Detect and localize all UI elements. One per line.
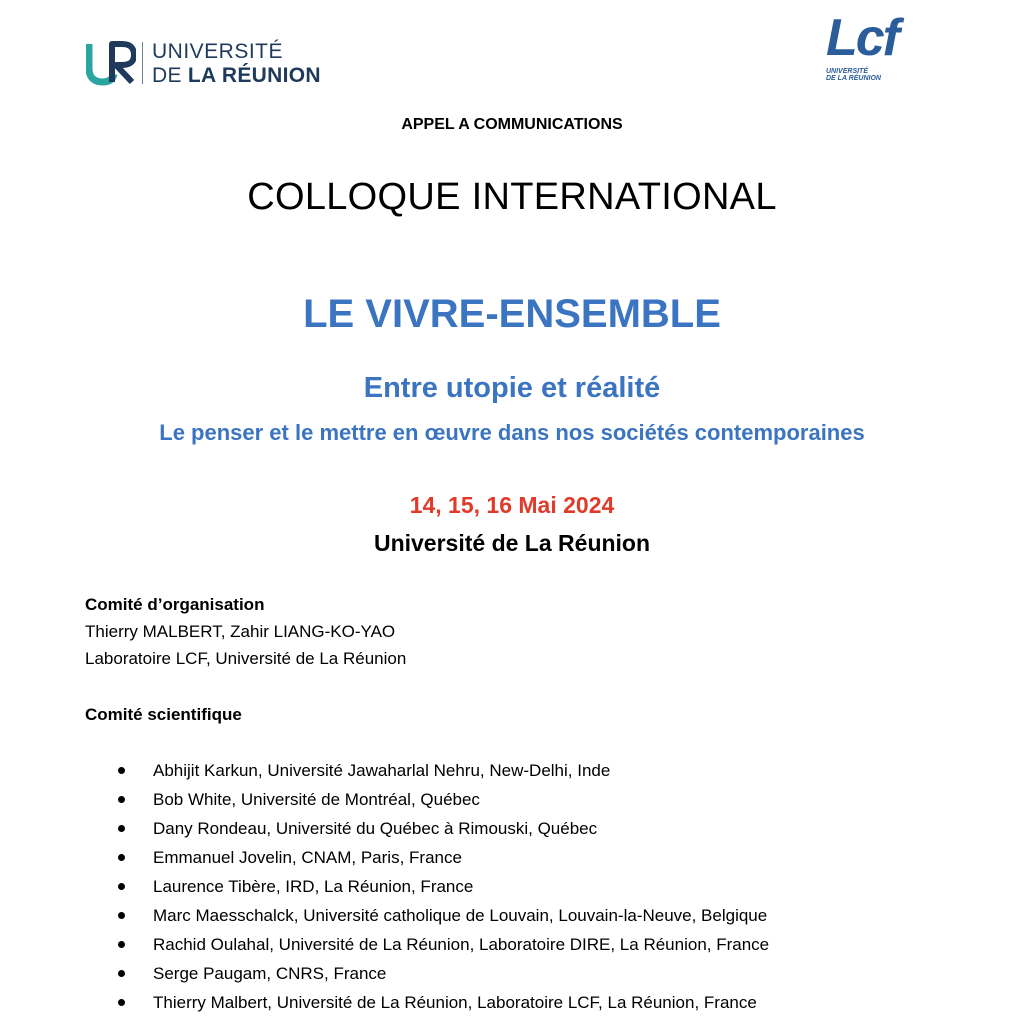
bullet-icon [118, 854, 125, 861]
organising-committee-affiliation: Laboratoire LCF, Université de La Réunion [85, 649, 407, 668]
list-item [118, 901, 769, 930]
scientific-committee-list [118, 756, 769, 1017]
bullet-icon [118, 970, 125, 977]
list-item [118, 930, 769, 959]
event-venue: Université de La Réunion [373, 530, 651, 556]
bullet-icon [118, 999, 125, 1006]
subtitle-primary: Entre utopie et réalité [363, 372, 661, 404]
universite-reunion-logo [86, 38, 321, 88]
ur-logo-line2-prefix: DE [152, 63, 188, 87]
ur-logo-line1: UNIVERSITÉ [152, 39, 284, 63]
committee-member: Bob White, Université de Montréal, Québec [153, 790, 480, 809]
organising-committee-title: Comité d’organisation [85, 595, 265, 614]
bullet-icon [118, 912, 125, 919]
bullet-icon [118, 825, 125, 832]
ur-monogram-icon [86, 40, 136, 86]
list-item [118, 814, 769, 843]
scientific-committee-title: Comité scientifique [85, 705, 242, 724]
lcf-logo [820, 9, 920, 84]
list-item [118, 785, 769, 814]
logo-divider [142, 42, 143, 84]
committee-member: Dany Rondeau, Université du Québec à Rimouski, Québec [153, 819, 598, 838]
subtitle-secondary: Le penser et le mettre en œuvre dans nos sociétés contemporaines [159, 420, 865, 445]
lcf-logo-word: Lcf [826, 9, 898, 67]
list-item [118, 872, 769, 901]
event-dates: 14, 15, 16 Mai 2024 [409, 492, 615, 518]
committee-member: Laurence Tibère, IRD, La Réunion, France [153, 877, 474, 896]
lcf-logo-sub2: DE LA RÉUNION [826, 75, 881, 83]
ur-logo-line2 [152, 65, 321, 86]
bullet-icon [118, 941, 125, 948]
colloquium-heading: COLLOQUE INTERNATIONAL [247, 176, 777, 218]
ur-logo-text [152, 41, 321, 86]
bullet-icon [118, 883, 125, 890]
committee-member: Serge Paugam, CNRS, France [153, 964, 387, 983]
organising-committee-members: Thierry MALBERT, Zahir LIANG-KO-YAO [85, 622, 396, 641]
committee-member: Rachid Oulahal, Université de La Réunion, Laboratoire DIRE, La Réunion, France [153, 935, 770, 954]
bullet-icon [118, 796, 125, 803]
committee-member: Emmanuel Jovelin, CNAM, Paris, France [153, 848, 462, 867]
page-title: LE VIVRE-ENSEMBLE [303, 292, 721, 336]
committee-member: Marc Maesschalck, Université catholique de Louvain, Louvain-la-Neuve, Belgique [153, 906, 768, 925]
list-item [118, 843, 769, 872]
list-item [118, 756, 769, 785]
list-item [118, 988, 769, 1017]
list-item [118, 959, 769, 988]
ur-logo-line2-bold: LA RÉUNION [187, 63, 321, 87]
lcf-logo-subtitle [826, 68, 881, 83]
lcf-logo-sub1: UNIVERSITÉ [826, 68, 869, 75]
call-for-papers-heading: APPEL A COMMUNICATIONS [401, 116, 623, 133]
committee-member: Thierry Malbert, Université de La Réunion, Laboratoire LCF, La Réunion, France [153, 993, 757, 1012]
bullet-icon [118, 767, 125, 774]
committee-member: Abhijit Karkun, Université Jawaharlal Nehru, New-Delhi, Inde [153, 761, 611, 780]
